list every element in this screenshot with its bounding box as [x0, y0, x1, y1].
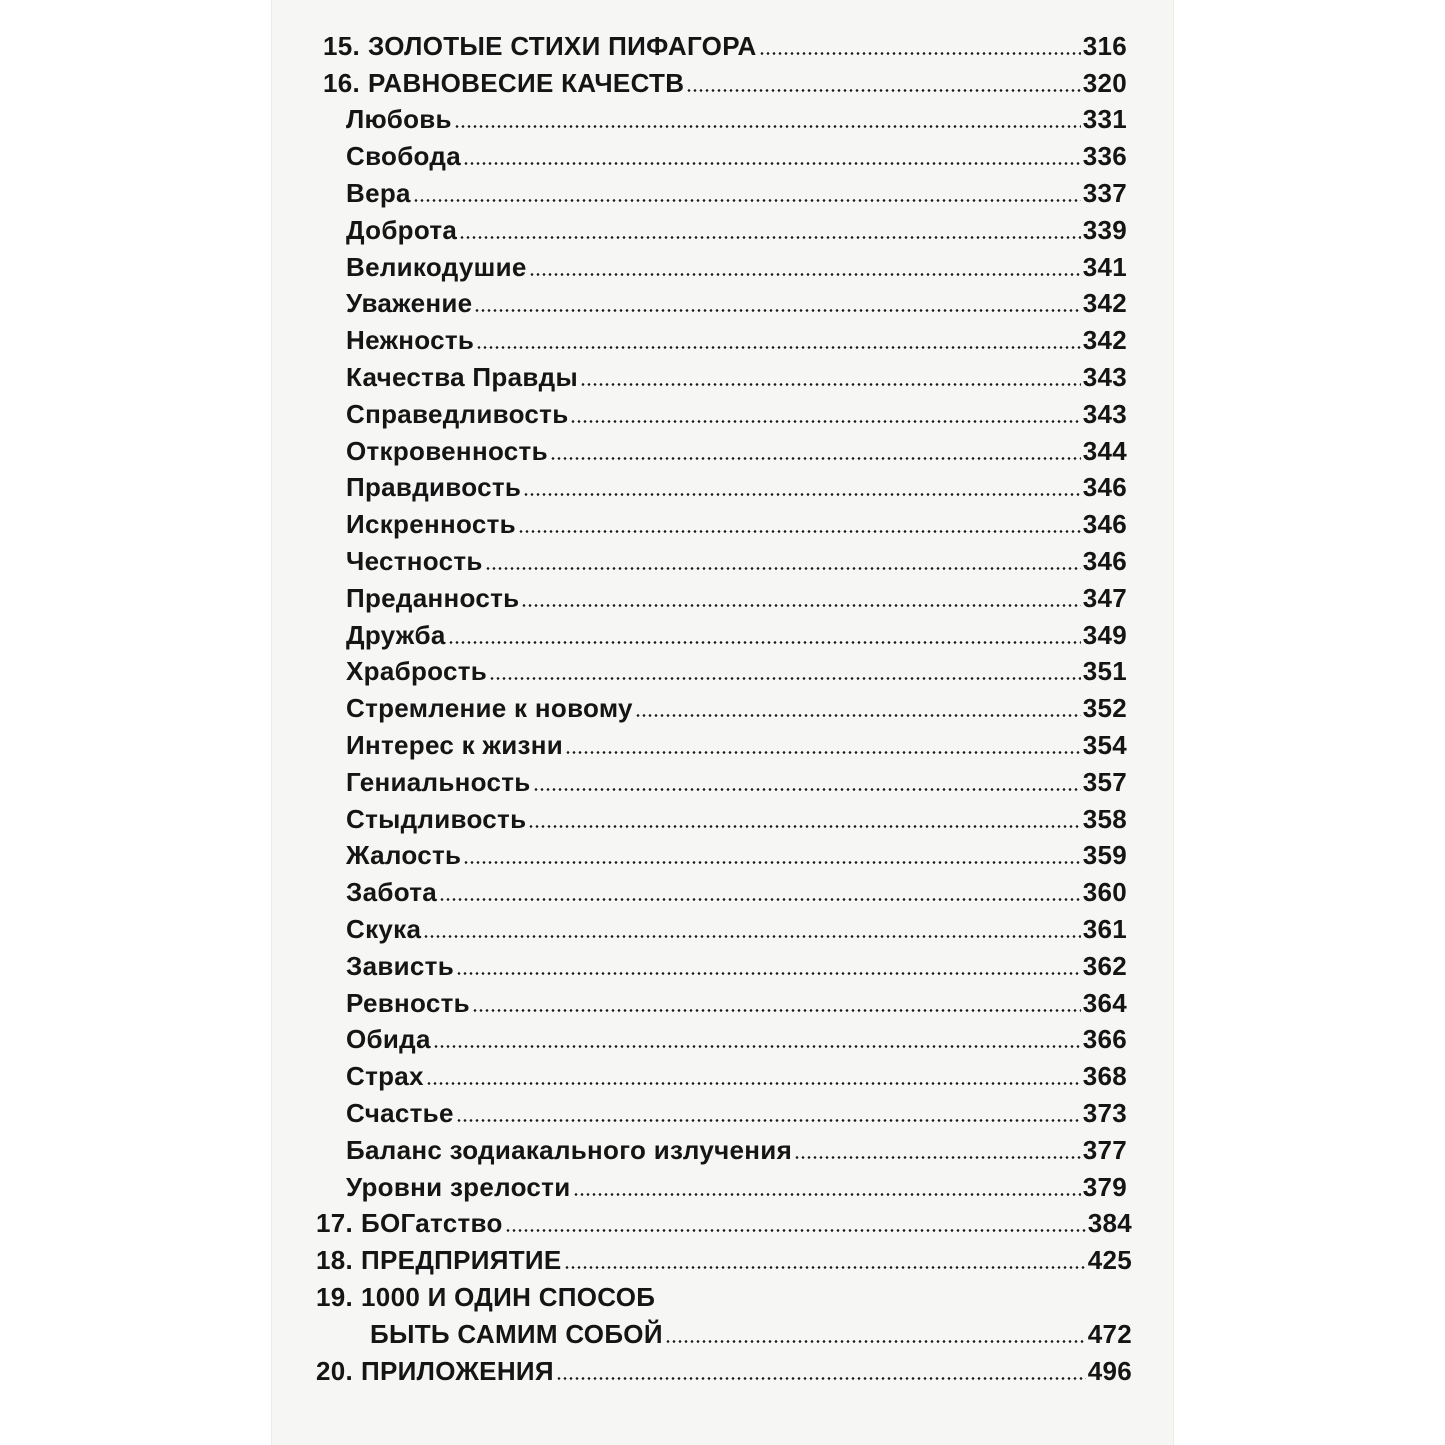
- dot-leader: [489, 677, 1081, 680]
- subentry-title: Нежность: [346, 325, 475, 356]
- chapter-number: 19.: [316, 1281, 354, 1312]
- page-number: 359: [1082, 840, 1127, 871]
- dot-leader: [474, 309, 1080, 312]
- toc-subentry: [271, 506, 1174, 543]
- subentry-title: Интерес к жизни: [346, 730, 564, 761]
- page-number: 357: [1082, 766, 1127, 797]
- toc-subentry: [271, 580, 1174, 617]
- dot-leader: [523, 493, 1081, 496]
- dot-leader: [463, 162, 1081, 165]
- subentry-title: Откровенность: [346, 435, 548, 466]
- chapter-title: 1000 И ОДИН СПОСОБ: [361, 1281, 656, 1312]
- page-number: 368: [1082, 1061, 1127, 1092]
- page-number: 472: [1087, 1318, 1132, 1349]
- toc-entry-20: [271, 1353, 1174, 1390]
- dot-leader: [665, 1340, 1086, 1343]
- chapter-title: ЗОЛОТЫЕ СТИХИ ПИФАГОРА: [368, 30, 757, 61]
- subentry-title: Жалость: [346, 840, 462, 871]
- toc-subentry: [271, 838, 1174, 875]
- page-number: 352: [1082, 693, 1127, 724]
- page-number: 344: [1082, 435, 1127, 466]
- dot-leader: [533, 788, 1081, 791]
- dot-leader: [529, 273, 1081, 276]
- page-number: 331: [1082, 104, 1127, 135]
- dot-leader: [463, 861, 1080, 864]
- page-number: 361: [1082, 914, 1127, 945]
- dot-leader: [423, 935, 1080, 938]
- dot-leader: [635, 714, 1081, 717]
- toc-subentry: [271, 911, 1174, 948]
- toc-subentry: [271, 690, 1174, 727]
- page-number: 342: [1082, 288, 1127, 319]
- dot-leader: [564, 1266, 1086, 1269]
- toc-subentry: [271, 948, 1174, 985]
- page-number: 366: [1082, 1024, 1127, 1055]
- page-number: 373: [1082, 1098, 1127, 1128]
- subentry-title: Уровни зрелости: [346, 1171, 571, 1202]
- toc-entry-15: [271, 28, 1174, 65]
- toc-subentry: [271, 874, 1174, 911]
- subentry-title: Обида: [346, 1024, 431, 1055]
- chapter-title: ПРЕДПРИЯТИЕ: [361, 1245, 562, 1276]
- dot-leader: [456, 1119, 1081, 1122]
- subentry-title: Ревность: [346, 987, 470, 1018]
- dot-leader: [794, 1156, 1081, 1159]
- page-number: 337: [1082, 178, 1127, 209]
- chapter-number: 18.: [316, 1245, 354, 1276]
- toc-entry-17: [271, 1206, 1174, 1243]
- subentry-title: Забота: [346, 877, 438, 908]
- page-number: 384: [1087, 1208, 1132, 1239]
- dot-leader: [521, 604, 1080, 607]
- toc-subentry: [271, 433, 1174, 470]
- dot-leader: [454, 125, 1081, 128]
- toc-subentry: [271, 249, 1174, 286]
- chapter-number: 16.: [323, 67, 361, 98]
- dot-leader: [686, 89, 1080, 92]
- dot-leader: [433, 1045, 1081, 1048]
- subentry-title: Страх: [346, 1061, 424, 1092]
- page-number: 346: [1082, 509, 1127, 540]
- page-number: 347: [1082, 582, 1127, 613]
- table-of-contents: [271, 28, 1174, 1389]
- chapter-number: 17.: [316, 1208, 354, 1239]
- page-number: 364: [1082, 987, 1127, 1018]
- dot-leader: [573, 1193, 1081, 1196]
- subentry-title: Справедливость: [346, 398, 569, 429]
- dot-leader: [426, 1082, 1081, 1085]
- toc-subentry: [271, 396, 1174, 433]
- toc-subentry: [271, 1022, 1174, 1059]
- chapter-title: БОГатство: [361, 1208, 503, 1239]
- subentry-title: Храбрость: [346, 656, 488, 687]
- subentry-title: Свобода: [346, 141, 461, 172]
- page-number: 343: [1082, 362, 1127, 393]
- toc-subentry: [271, 322, 1174, 359]
- toc-subentry: [271, 212, 1174, 249]
- chapter-number: 15.: [323, 30, 361, 61]
- subentry-title: Преданность: [346, 582, 520, 613]
- toc-subentry: [271, 1095, 1174, 1132]
- subentry-title: Дружба: [346, 619, 446, 650]
- toc-subentry: [271, 617, 1174, 654]
- page-number: 425: [1087, 1245, 1132, 1276]
- subentry-title: Любовь: [346, 104, 452, 135]
- chapter-title: БЫТЬ САМИМ СОБОЙ: [370, 1318, 663, 1349]
- dot-leader: [565, 751, 1081, 754]
- subentry-title: Великодушие: [346, 251, 527, 282]
- chapter-title: РАВНОВЕСИЕ КАЧЕСТВ: [368, 67, 685, 98]
- page-number: 316: [1082, 30, 1127, 61]
- chapter-title: ПРИЛОЖЕНИЯ: [361, 1355, 554, 1386]
- page-number: 379: [1082, 1171, 1127, 1202]
- page-number: 336: [1082, 141, 1127, 172]
- dot-leader: [413, 199, 1081, 202]
- dot-leader: [550, 457, 1081, 460]
- subentry-title: Скука: [346, 914, 422, 945]
- subentry-title: Счастье: [346, 1098, 454, 1128]
- dot-leader: [476, 346, 1081, 349]
- toc-subentry: [271, 543, 1174, 580]
- subentry-title: Зависть: [346, 950, 454, 981]
- toc-subentry: [271, 138, 1174, 175]
- toc-subentry: [271, 1058, 1174, 1095]
- toc-subentry: [271, 764, 1174, 801]
- page-number: 339: [1082, 214, 1127, 245]
- page-number: 377: [1082, 1134, 1127, 1165]
- subentry-title: Искренность: [346, 509, 516, 540]
- page-number: 341: [1082, 251, 1127, 282]
- subentry-title: Баланс зодиакального излучения: [346, 1134, 793, 1165]
- toc-entry-19-continued: [271, 1316, 1174, 1353]
- page-number: 496: [1087, 1355, 1132, 1386]
- toc-subentry: [271, 175, 1174, 212]
- subentry-title: Стремление к новому: [346, 693, 633, 724]
- toc-subentry: [271, 102, 1174, 139]
- dot-leader: [570, 420, 1080, 423]
- dot-leader: [505, 1229, 1086, 1232]
- toc-subentry: [271, 1132, 1174, 1169]
- toc-subentry: [271, 985, 1174, 1022]
- subentry-title: Стыдливость: [346, 803, 527, 834]
- dot-leader: [448, 641, 1081, 644]
- page-number: 343: [1082, 398, 1127, 429]
- page-number: 351: [1082, 656, 1127, 687]
- book-page: [271, 0, 1174, 1445]
- toc-subentry: [271, 286, 1174, 323]
- page-number: 362: [1082, 950, 1127, 981]
- subentry-title: Гениальность: [346, 766, 531, 797]
- toc-subentry: [271, 654, 1174, 691]
- chapter-number: 20.: [316, 1355, 354, 1386]
- subentry-title: Правдивость: [346, 472, 522, 503]
- page-number: 342: [1082, 325, 1127, 356]
- page-number: 346: [1082, 546, 1127, 577]
- subentry-title: Качества Правды: [346, 362, 578, 393]
- page-number: 346: [1082, 472, 1127, 503]
- page-number: 320: [1082, 67, 1127, 98]
- subentry-title: Честность: [346, 546, 483, 577]
- toc-subentry: [271, 727, 1174, 764]
- subentry-title: Вера: [346, 178, 411, 209]
- dot-leader: [518, 530, 1081, 533]
- toc-entry-18: [271, 1242, 1174, 1279]
- dot-leader: [485, 567, 1081, 570]
- page-number: 349: [1082, 619, 1127, 650]
- dot-leader: [472, 1009, 1081, 1012]
- subentry-title: Уважение: [346, 288, 473, 319]
- page-number: 360: [1082, 877, 1127, 908]
- subentry-title: Доброта: [346, 214, 458, 245]
- toc-subentry: [271, 359, 1174, 396]
- dot-leader: [439, 898, 1081, 901]
- toc-entry-16: [271, 65, 1174, 102]
- dot-leader: [759, 52, 1081, 55]
- toc-subentry: [271, 801, 1174, 838]
- page-number: 358: [1082, 803, 1127, 834]
- toc-subentry: [271, 1169, 1174, 1206]
- toc-entry-19: [271, 1279, 1174, 1316]
- dot-leader: [580, 383, 1081, 386]
- page-number: 354: [1082, 730, 1127, 761]
- dot-leader: [456, 972, 1081, 975]
- dot-leader: [459, 236, 1081, 239]
- dot-leader: [556, 1377, 1086, 1380]
- dot-leader: [528, 825, 1080, 828]
- toc-subentry: [271, 470, 1174, 507]
